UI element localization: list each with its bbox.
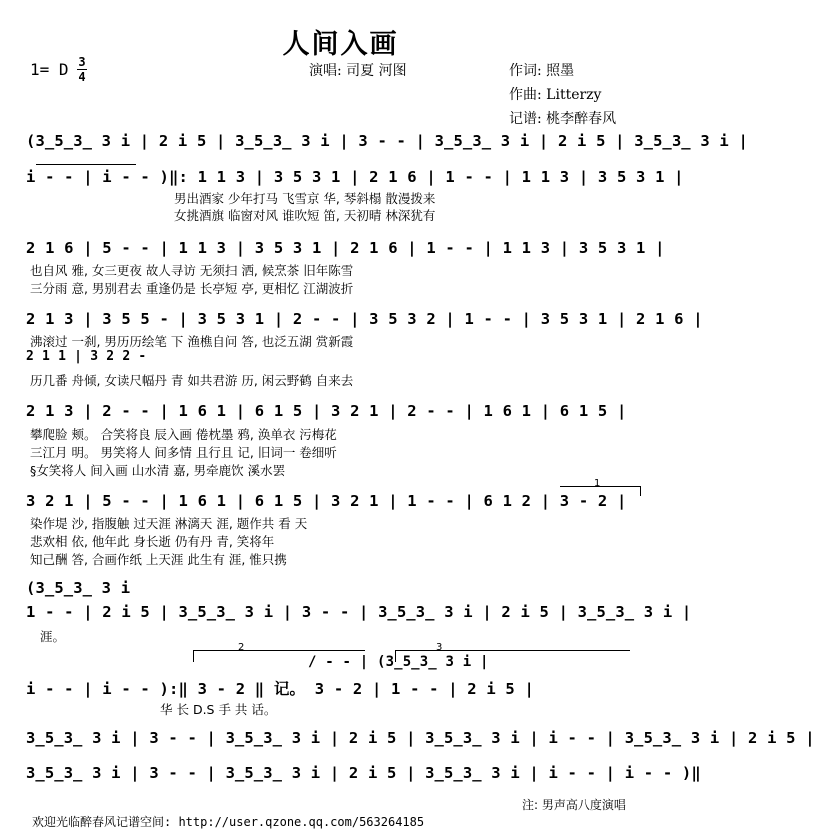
system-7-lyric-1: 涯。: [40, 629, 66, 644]
system-4-lyric-1: 沸滚过 一刹, 男历历绘笔 下 渔樵自问 答, 也泛五湖 赏新霞: [30, 334, 354, 349]
time-signature: [77, 56, 87, 83]
system-4b-notes: 2 1 1 | 3 2 2 -: [26, 349, 147, 364]
volta-2-label: 2: [238, 642, 245, 653]
system-5-lyric-2: 三江月 明。 男笑将人 间多情 且行且 记, 旧词一 卷细听: [30, 445, 337, 460]
lyricist: 作词: 照墨: [509, 63, 575, 79]
volta-1-label: 1: [594, 478, 601, 489]
volta-3-label: 3: [436, 642, 443, 653]
system-6-lyric-1: 染作堤 沙, 指腹触 过天涯 淋漓天 涯, 题作共 看 天: [30, 516, 308, 531]
time-sig-numerator: 3: [78, 55, 86, 69]
performance-note: 注: 男声高八度演唱: [522, 798, 626, 812]
composer: 作曲: Litterzy: [509, 87, 602, 103]
system-9-notes: 3̲5̲3̲ 3 i | 3 - - | 3̲5̲3̲ 3 i | 2 i 5 | 3̲5̲3̲ 3 i | i - - | 3̲5̲3̲ 3 i | 2 i 5 |: [26, 729, 815, 747]
system-6-lyric-2: 悲欢相 依, 他年此 身长逝 仍有丹 青, 笑将年: [30, 534, 275, 549]
song-title: 人间入画: [282, 29, 399, 60]
system-2-lyric-2: 女挑酒旗 临窗对风 谁吹短 笛, 天初晴 林深犹有: [174, 208, 436, 223]
system-7-notes: 1 - - | 2 i 5 | 3̲5̲3̲ 3 i | 3 - - | 3̲5̲3̲ 3 i | 2 i 5 | 3̲5̲3̲ 3 i |: [26, 603, 692, 621]
volta-1-bracket-end: [640, 486, 641, 496]
transcriber: 记谱: 桃李醉春风: [509, 111, 617, 127]
time-sig-denominator: 4: [78, 70, 86, 84]
system-8-notes: i - - | i - - ):‖ 3 - 2 ‖ 记。 3 - 2 | 1 - - | 2 i 5 |: [26, 680, 534, 698]
volta-3-bracket: [395, 650, 630, 651]
footer-link-text: 欢迎光临醉春风记谱空间: http://user.qzone.qq.com/563264185: [32, 815, 425, 829]
system-3-lyric-2: 三分雨 意, 男别君去 重逢仍是 长亭短 亭, 更相忆 江湖波折: [30, 281, 354, 296]
system-2-notes: i - - | i - - )‖: 1 1 3 | 3 5 3 1 | 2 1 6 | 1 - - | 1 1 3 | 3 5 3 1 |: [26, 168, 684, 186]
system-5-notes: 2 1 3 | 2 - - | 1 6 1 | 6 1 5 | 3 2 1 | 2 - - | 1 6 1 | 6 1 5 |: [26, 402, 627, 420]
system-5-lyric-1: 攀爬脸 颊。 合笑将良 辰入画 倦枕墨 鸦, 涣单衣 污梅花: [30, 427, 337, 442]
system-5-lyric-3: §女笑将人 间入画 山水清 嘉, 男牵鹿饮 溪水罢: [30, 463, 286, 478]
system-2-lyric-1: 男出酒家 少年打马 飞雪京 华, 琴斜榻 散漫拨来: [174, 191, 436, 206]
system-6-lyric-3: 知己酬 答, 合画作纸 上天涯 此生有 涯, 惟只携: [30, 552, 287, 567]
system-1-notes: (3̲5̲3̲ 3 i | 2 i 5 | 3̲5̲3̲ 3 i | 3 - - | 3̲5̲3̲ 3 i | 2 i 5 | 3̲5̲3̲ 3 i |: [26, 132, 749, 150]
volta-2-bracket: [193, 650, 365, 651]
key-signature: 1= D: [30, 60, 69, 79]
volta-2-bracket-start: [193, 650, 194, 662]
system-4-notes: 2 1 3 | 3 5 5 - | 3 5 3 1 | 2 - - | 3 5 3 2 | 1 - - | 3 5 3 1 | 2 1 6 |: [26, 310, 703, 328]
system-4-lyric-2: 历几番 舟倾, 女读尺幅丹 青 如共君游 历, 闲云野鹤 自来去: [30, 373, 354, 388]
system-3-notes: 2 1 6 | 5 - - | 1 1 3 | 3 5 3 1 | 2 1 6 | 1 - - | 1 1 3 | 3 5 3 1 |: [26, 239, 665, 257]
system-6-notes: 3 2 1 | 5 - - | 1 6 1 | 6 1 5 | 3 2 1 | 1 - - | 6 1 2 | 3 - 2 |: [26, 492, 627, 510]
system-3-lyric-1: 也自风 雅, 女三更夜 故人寻访 无须扫 洒, 候烹茶 旧年陈雪: [30, 263, 354, 278]
system-7-prefix: (3̲5̲3̲ 3 i: [26, 579, 131, 597]
system-8-lyric-1: 华 长 D.S 手 共 话。: [160, 702, 277, 717]
singers: 演唱: 司夏 河图: [309, 63, 407, 79]
system-10-notes: 3̲5̲3̲ 3 i | 3 - - | 3̲5̲3̲ 3 i | 2 i 5 | 3̲5̲3̲ 3 i | i - - | i - - )‖: [26, 764, 701, 782]
system-8-upper: / - - | (3̲5̲3̲ 3 i |: [308, 654, 489, 670]
tie: [36, 164, 136, 165]
